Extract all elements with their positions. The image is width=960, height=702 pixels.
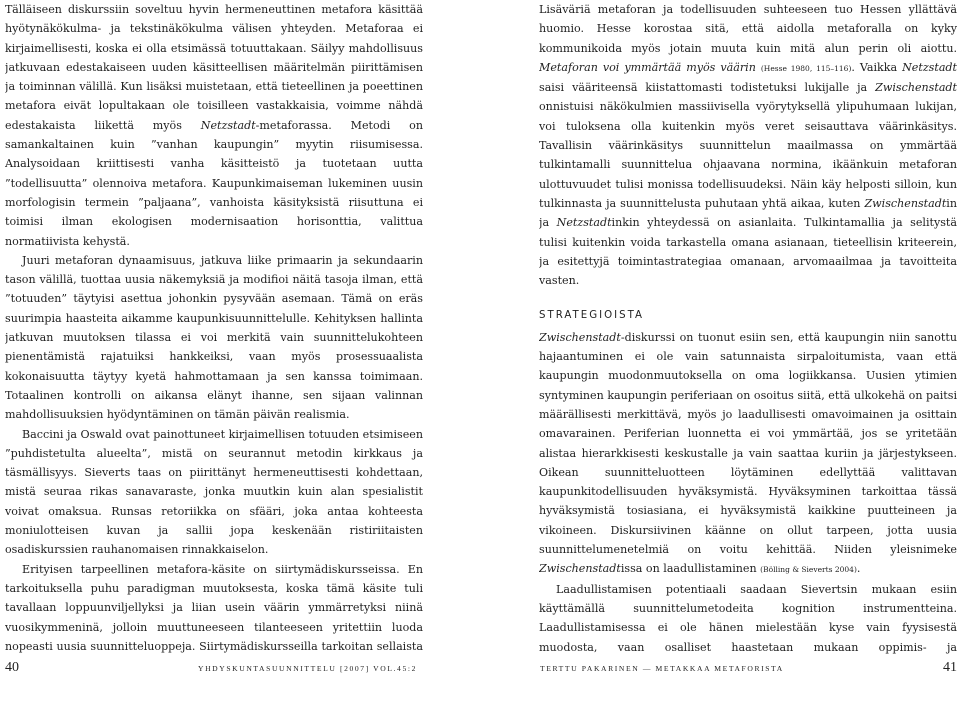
emphasis-text: Netzstadt: [556, 216, 612, 230]
paragraph-text: Baccini ja Oswald ovat painottuneet kirjaimellisen totuuden etsimiseen ”puhdistetulta alueelta”, mistä on seurannut metodin kirkkaus ja täsmällisyys. Sieverts taas on piirittänyt hermeneuttisesti kohdettaan, mistä seuraa rikas sanavaraste, jonka muutkin kuin alan spesialistit voivat omaksua. Runsas retoriikka on sfääri, joka antaa kohteesta moniulotteisen kuvan ja sallii jopa keskenään ristiriitaisten osadiskurssien rauhanomaisen rinnakkaiselon.: [5, 427, 423, 557]
paragraph-text: . Vaikka: [851, 60, 903, 74]
citation: (Hesse 1980, 115–116): [760, 63, 852, 73]
body-paragraph: [539, 0, 957, 290]
paragraph-text: -diskurssi on tuonut esiin sen, että kaupungin niin sanottu hajaantuminen ei ole vain satunnaista sirpaloitumista, vaan että kaupungin muodonmuutoksella on oma logiikkansa. Uusien ytimien syntyminen kaupungin periferiaan on osoitus siitä, että ulkokehä on paitsi määrällisesti merkittävä, myös jo laadullisesti omavoimainen ja osittain omavarainen. Periferian luonnetta ei voi ymmärtää, jos se yritetään alistaa hierarkkisesti keskustalle ja vain saattaa kuriin ja järjestykseen. Oikean suunnitteluotteen löytäminen edellyttää valittavan kaupunkitodellisuuden hyväksymistä. Hyväksyminen tarkoittaa tässä hyväksymistä tosiasiana, ei hyväksymistä kaikkine puutteineen ja vikoineen. Diskursiivinen käänne on ollut tarpeen, jotta uusia suunnittelumenetelmiä on voitu kehittää. Niiden yleisnimeke: [539, 330, 957, 557]
paragraph-text: in ja: [539, 196, 957, 230]
left-page-body: [5, 0, 423, 656]
page-number-right: 41: [943, 660, 957, 675]
running-head-right: TERTTU PAKARINEN — METAKKAA METAFORISTA: [540, 664, 784, 673]
emphasis-text: Zwischenstadt: [875, 81, 957, 95]
paragraph-text: Juuri metaforan dynaamisuus, jatkuva liike primaarin ja sekundaarin tason välillä, tuottaa uusia näkemyksiä ja modifioi näitä tasoja ilman, että ”totuuden” täytyisi asettua johonkin pysyvään asemaan. Tämä on eräs suurimpia haasteita aikamme kaupunkisuunnittelulle. Kehityksen hallinta jatkuvan muutoksen tilassa ei voi merkitä vain suunnittelukohteen pienentämistä rajatuiksi hankkeiksi, vaan myös prosessuaalista kokonaisuutta täytyy kyetä hahmottamaan ja sen kanssa toimimaan. Totaalinen kontrolli on aikansa elänyt ihanne, sen sijaan valinnan mahdollisuuksien hyödyntäminen on tämän päivän realismia.: [5, 253, 423, 422]
right-page-body: [539, 0, 957, 656]
body-paragraph: [539, 580, 957, 656]
body-paragraph: [5, 425, 423, 560]
body-paragraph: [539, 328, 957, 580]
page-number-left: 40: [5, 660, 19, 675]
body-paragraph: [5, 0, 423, 251]
paragraph-text: onnistuisi näkökulmien massiivisella vyörytyksellä ylipuhumaan lukijan, voi tuloksena olla kuitenkin myös veret seisauttava väärinkäsitys. Tavallisin väärinkäsitys suunnittelun maailmassa on ymmärtää tulkintamalli suunnittelua ohjaavana normina, ikäänkuin metaforan ulottuvuudet tulisi monissa todellisuudeksi. Näin käy helposti silloin, kun tulkinnasta ja suunnittelusta puhutaan yhtä aikaa, kuten: [539, 100, 957, 210]
emphasis-text: Metaforan voi ymmärtää myös väärin: [539, 60, 756, 74]
emphasis-text: Zwischenstadt: [539, 330, 621, 344]
emphasis-text: Netzstadt: [902, 60, 957, 74]
paragraph-text: -metaforassa. Metodi on samankaltainen kuin ”vanhan kaupungin” myytin riisumisessa. Analysoidaan kriittisesti vanha käsitteistö ja tuotetaan uutta ”todellisuutta” olennoiva metafora. Kaupunkimaiseman lukeminen uusin morfologisin termein ”paljaana”, vanhoista käsityksistä riisuttuna ei toimisi ilman ekologisen modernisaation horisonttia, valittua normatiivista kehystä.: [5, 118, 423, 248]
paragraph-text: saisi vääriteensä kiistattomasti todistetuksi lukijalle ja: [539, 81, 876, 95]
paragraph-text: issa on laadullistaminen: [620, 562, 761, 576]
body-paragraph: [5, 251, 423, 425]
paragraph-text: Laadullistamisen potentiaali saadaan Sievertsin mukaan esiin käyttämällä suunnittelumetodeita kognition instrumentteina. Laadullistamisessa ei ole hänen mielestään kyse vain fyysisestä muodosta, vaan osalliset haastetaan mukaan oppimis- ja: [539, 582, 957, 654]
citation: (Bölling & Sieverts 2004): [760, 565, 857, 575]
paragraph-text: inkin yhteydessä on asianlaita. Tulkintamallia ja selitystä tulisi kuitenkin voida tarkastella omana asianaan, tieteellisin kriteerein, ja esitettyjä toimintastrategiaa omanaan, arvomaailmaa ja tavoitteita vasten.: [539, 216, 957, 288]
paragraph-text: .: [856, 562, 861, 576]
running-head-left: YHDYSKUNTASUUNNITTELU [2007] VOL.45:2: [198, 664, 417, 673]
section-heading: STRATEGIOISTA: [539, 310, 644, 322]
paragraph-text: Tälläiseen diskurssiin soveltuu hyvin hermeneuttinen metafora käsittää hyötynäkökulma- ja tekstinäkökulma välisen yhteyden. Metaforaa ei kirjaimellisesti, koska ei olla etsimässä totuuttakaan. Säilyy mahdollisuus jatkuvaan edestakaiseen uuden käsitteellisen määritelmän piirittämisen ja toiminnan välillä. Kun lisäksi muistetaan, että tieteellinen ja poeettinen metafora eivät lopultakaan ole toisilleen vastakkaisia, voimme nähdä edestakaista liikettä myös: [5, 3, 423, 132]
body-paragraph: [5, 560, 423, 656]
paragraph-text: Lisäväriä metaforan ja todellisuuden suhteeseen tuo Hessen yllättävä huomio. Hesse korostaa sitä, että aidolla metaforalla on kyky kommunikoida myös jotain muuta kuin mitä alun perin oli aiottu.: [539, 3, 957, 55]
paragraph-text: Erityisen tarpeellinen metafora-käsite on siirtymädiskursseissa. En tarkoituksella puhu paradigman muutoksesta, koska tämä käsite tuli tavallaan loppuunviljellyksi ja liian usein väärin ymmärretyksi niinä vuosikymmeninä, jolloin muuttuneeseen tilanteeseen yritettiin luoda nopeasti uusia suunnitteluoppeja. Siirtymädiskursseilla tarkoitan sellaista: [5, 562, 423, 653]
emphasis-text: Netzstadt: [200, 118, 256, 132]
emphasis-text: Zwischenstadt: [539, 562, 621, 576]
emphasis-text: Zwischenstadt: [864, 196, 947, 210]
